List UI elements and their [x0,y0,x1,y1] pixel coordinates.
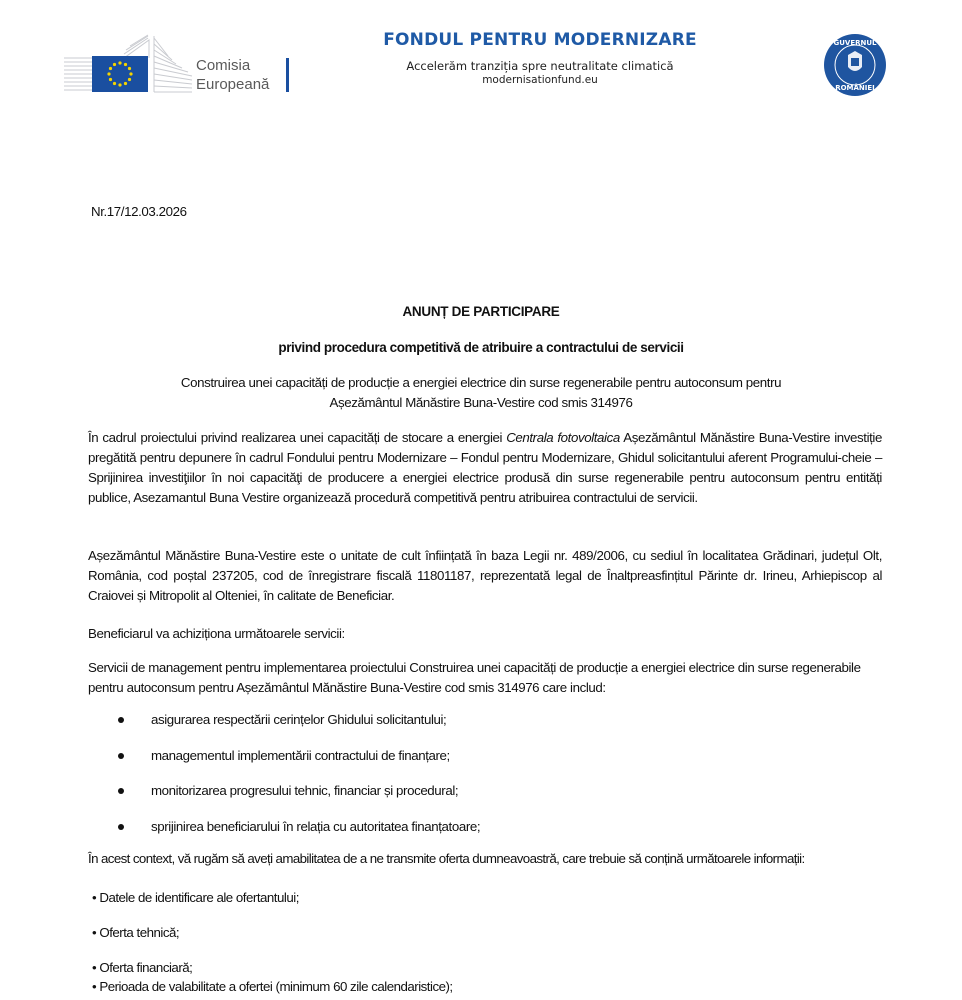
project-title-line1: Construirea unei capacități de producție a energiei electrice din surse regenerabile pentru autoconsum pentru [180,375,782,390]
letterhead [0,0,962,110]
intro-italic-name: Centrala fotovoltaica [506,430,620,445]
beneficiary-paragraph: Așezământul Mănăstire Buna-Vestire este o unitate de cult înființată în baza Legii nr. 489/2006, cu sediul în localitatea Grădinari, județul Olt, România, cod poștal 237205, cod de înregistrare fiscală 11801187, reprezentată legal de Înaltpreasfințitul Părinte dr. Irineu, Arhiepiscop al Craiovei și Mitropolit al Olteniei, în calitate de Beneficiar. [88,548,882,603]
services-list [118,712,818,854]
ec-logo-line2: Europeană [196,76,270,93]
ec-logo-line1: Comisia [196,57,251,74]
fund-url: modernisationfund.eu [482,74,598,86]
ec-logo-divider [286,58,289,92]
document-title: ANUNȚ DE PARTICIPARE [402,304,560,319]
bullet-icon [118,753,124,759]
ec-logo-text [196,56,269,94]
fund-title: FONDUL PENTRU MODERNIZARE [383,30,697,50]
offer-request-paragraph: În acest context, vă rugăm să aveți amabilitatea de a ne transmite oferta dumneavoastră, care trebuie să conțină următoarele informații: [88,851,805,866]
offer-item: • Oferta tehnică; [92,925,180,940]
bullet-icon [118,788,124,794]
fund-subtitle: Accelerăm tranziția spre neutralitate climatică [406,59,674,73]
project-title [110,373,852,413]
offer-item: • Datele de identificare ale ofertantului; [92,890,299,905]
list-item: sprijinirea beneficiarului în relația cu autoritatea finanțatoare; [118,819,818,855]
intro-text-end: Așezământul Mănăstire Buna-Vestire investiție pregătită pentru depunere în cadrul Fondului pentru Modernizare – Fondul pentru Modernizare, Ghidul solicitantului aferent Programului-cheie – Sprijinirea investiţiilor în noi capacităţi de producere a energiei electrice produsă din surse regenerabile pentru autoconsum pentru entități publice, Asezamantul Buna Vestire organizează procedură competitivă pentru atribuirea contractului de servicii. [88,430,882,505]
document-subtitle: privind procedura competitivă de atribuire a contractului de servicii [278,340,684,355]
svg-text:GUVERNUL: GUVERNUL [833,39,877,47]
european-commission-logo [64,34,294,96]
services-intro: Beneficiarul va achiziționa următoarele servicii: [88,626,345,641]
list-item: asigurarea respectării cerințelor Ghidului solicitantului; [118,712,818,748]
bullet-icon [118,717,124,723]
offer-item: • Oferta financiară; [92,960,193,975]
list-item: managementul implementării contractului de finanțare; [118,748,818,784]
modernisation-fund-heading [360,30,720,86]
bullet-icon [118,824,124,830]
list-item: monitorizarea progresului tehnic, financiar și procedural; [118,783,818,819]
intro-text-start: În cadrul proiectului privind realizarea unei capacități de stocare a energiei [88,430,507,445]
eu-flag-icon [92,56,148,92]
svg-text:ROMÂNIEI: ROMÂNIEI [835,84,875,92]
intro-paragraph [88,428,882,508]
romanian-government-seal-icon [823,33,887,97]
project-title-line2: Așezământul Mănăstire Buna-Vestire cod smis 314976 [329,395,633,410]
document-number: Nr.17/12.03.2026 [91,204,187,219]
offer-item: • Perioada de valabilitate a ofertei (minimum 60 zile calendaristice); [92,979,453,994]
services-description: Servicii de management pentru implementarea proiectului Construirea unei capacități de producție a energiei electrice din surse regenerabile pentru autoconsum pentru Așezământul Mănăstire Buna-Vestire cod smis 314976 care includ: [88,660,861,695]
